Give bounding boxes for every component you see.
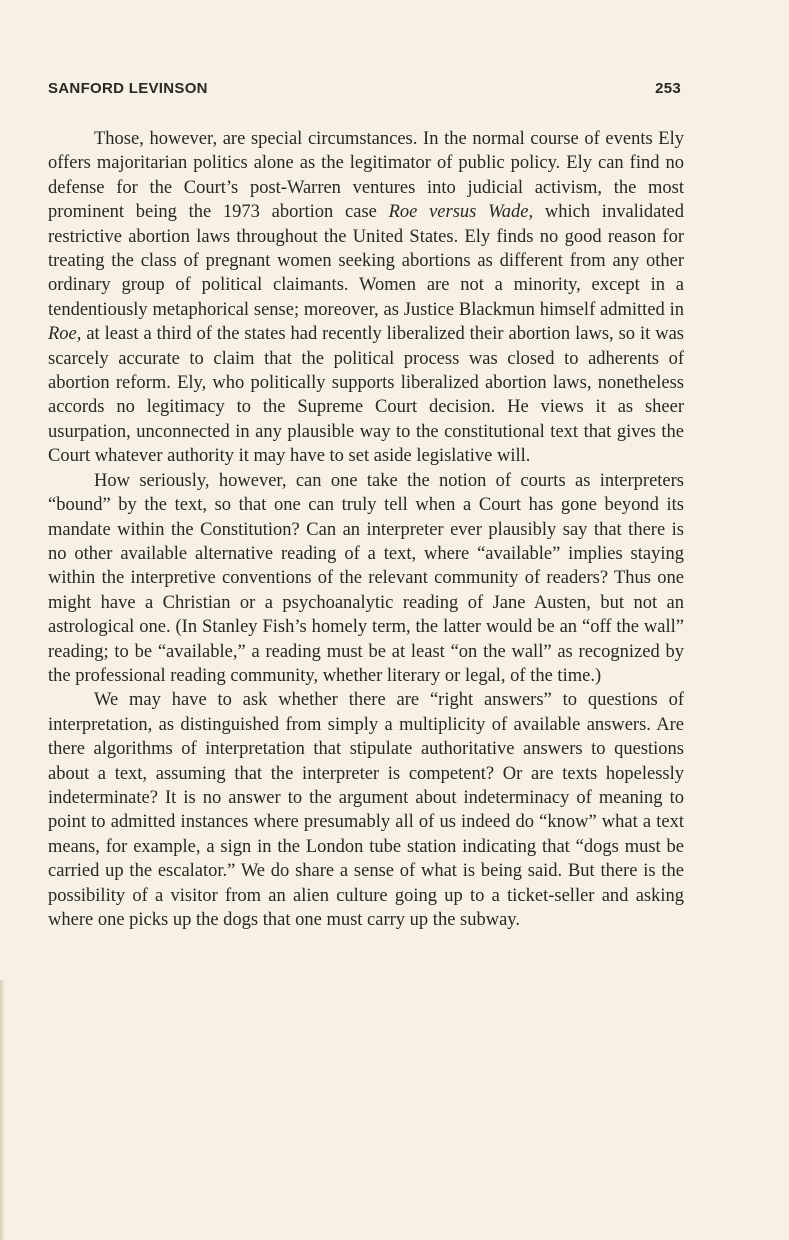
paragraph-2: How seriously, however, can one take the notion of courts as interpreters “bound” by the text, so that one can truly tell when a Court has gone beyond its mandate within the Constitution? Can an interpreter ever plausibly say that there is no other available alternative reading of a text, where “available” implies staying within the interpretive conventions of the relevant community of readers? Thus one might have a Christian or a psychoanalytic reading of Jane Austen, but not an astrological one. (In Stanley Fish’s homely term, the latter would be an “off the wall” reading; to be “available,” a reading must be at least “on the wall” as recognized by the professional reading community, whether literary or legal, of the time.): [48, 470, 684, 686]
case-name-roe-versus-wade: Roe versus Wade,: [388, 202, 534, 223]
paragraph-1-part-a: Those, however, are special circumstances. In the normal course of events Ely offers majoritarian politics alone as the legitimator of public policy. Ely can find no defense for the Court’s post-Warren ventures into judicial activism, the most prominent being the 1973 abortion case: [48, 129, 684, 223]
running-header: [48, 80, 681, 97]
page-number: 253: [655, 80, 681, 97]
running-head-author: SANFORD LEVINSON: [48, 80, 208, 97]
paragraph-1-part-c: at least a third of the states had recently liberalized their abortion laws, so it was scarcely accurate to claim that the political process was closed to adherents of abortion reform. Ely, who politically supports liberalized abortion laws, nonetheless accords no legitimacy to the Supreme Court decision. He views it as sheer usurpation, unconnected in any plausible way to the constitutional text that gives the Court whatever authority it may have to set aside legislative will.: [48, 324, 684, 467]
case-name-roe: Roe,: [48, 324, 82, 345]
paragraph-1: [48, 127, 684, 469]
page-edge-shadow: [0, 980, 5, 1240]
paragraph-3: We may have to ask whether there are “right answers” to questions of interpretation, as distinguished from simply a multiplicity of available answers. Are there algorithms of interpretation that stipulate authoritative answers to questions about a text, assuming that the interpreter is competent? Or are texts hopelessly indeterminate? It is no answer to the argument about indeterminacy of meaning to point to admitted instances where presumably all of us indeed do “know” what a text means, for example, a sign in the London tube station indicating that “dogs must be carried up the escalator.” We do share a sense of what is being said. But there is the possibility of a visitor from an alien culture going up to a ticket-seller and asking where one picks up the dogs that one must carry up the subway.: [48, 690, 684, 930]
paragraph-1-part-b: which invalidated restrictive abortion laws throughout the United States. Ely finds no good reason for treating the class of pregnant women seeking abortions as different from any other ordinary group of political claimants. Women are not a minority, except in a tendentiously metaphorical sense; moreover, as Justice Blackmun himself admitted in: [48, 202, 684, 320]
body-text: [48, 127, 684, 932]
